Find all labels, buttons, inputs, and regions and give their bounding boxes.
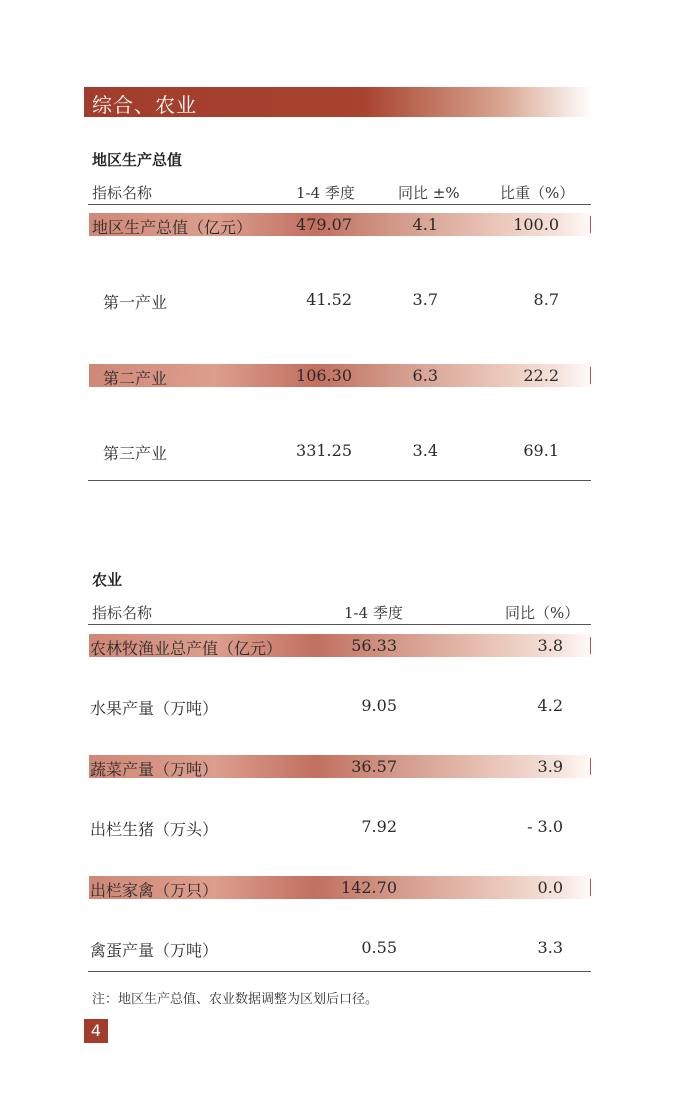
agri-footer-rule <box>88 971 591 972</box>
agri-header-rule <box>88 624 591 625</box>
row-value: 9.05 <box>361 696 397 715</box>
row-value: 106.30 <box>296 366 352 385</box>
row-name: 第二产业 <box>103 369 168 388</box>
agri-header-yoy: 同比（%） <box>505 604 580 622</box>
section-banner <box>84 87 592 117</box>
row-name: 第一产业 <box>103 293 168 312</box>
row-value: 331.25 <box>296 441 352 460</box>
row-yoy: 3.4 <box>412 441 438 460</box>
row-value: 7.92 <box>361 817 397 836</box>
row-name: 出栏家禽（万只） <box>90 881 219 900</box>
banner-title: 综合、农业 <box>92 93 197 117</box>
row-value: 56.33 <box>351 636 397 655</box>
gdp-section-title: 地区生产总值 <box>92 151 183 169</box>
row-name: 第三产业 <box>103 444 168 463</box>
agri-section-title: 农业 <box>92 571 123 589</box>
row-name: 地区生产总值（亿元） <box>92 218 253 237</box>
gdp-header-value: 1-4 季度 <box>296 184 355 202</box>
row-yoy: 3.9 <box>537 757 563 776</box>
row-yoy: 3.8 <box>537 636 563 655</box>
footnote: 注：地区生产总值、农业数据调整为区划后口径。 <box>92 992 379 1007</box>
row-name: 水果产量（万吨） <box>90 699 219 718</box>
row-yoy: - 3.0 <box>527 817 563 836</box>
row-share: 100.0 <box>513 215 559 234</box>
gdp-header-share: 比重（%） <box>500 184 575 202</box>
row-name: 禽蛋产量（万吨） <box>90 941 219 960</box>
row-yoy: 3.3 <box>537 938 563 957</box>
gdp-header-name: 指标名称 <box>92 184 153 202</box>
row-share: 69.1 <box>523 441 559 460</box>
row-name: 农林牧渔业总产值（亿元） <box>90 639 283 658</box>
row-share: 22.2 <box>523 366 559 385</box>
page-number: 4 <box>84 1019 108 1043</box>
row-share: 8.7 <box>533 290 559 309</box>
row-name: 出栏生猪（万头） <box>90 820 219 839</box>
row-value: 0.55 <box>361 938 397 957</box>
row-yoy: 6.3 <box>412 366 438 385</box>
row-yoy: 3.7 <box>412 290 438 309</box>
row-yoy: 4.2 <box>537 696 563 715</box>
gdp-footer-rule <box>88 480 591 481</box>
row-value: 142.70 <box>341 878 397 897</box>
agri-header-value: 1-4 季度 <box>344 604 403 622</box>
row-yoy: 0.0 <box>537 878 563 897</box>
gdp-header-yoy: 同比 ±% <box>398 184 460 202</box>
row-name: 蔬菜产量（万吨） <box>90 760 219 779</box>
row-value: 479.07 <box>296 215 352 234</box>
row-yoy: 4.1 <box>412 215 438 234</box>
gdp-header-rule <box>88 204 591 205</box>
row-value: 41.52 <box>306 290 352 309</box>
row-value: 36.57 <box>351 757 397 776</box>
agri-header-name: 指标名称 <box>92 604 153 622</box>
